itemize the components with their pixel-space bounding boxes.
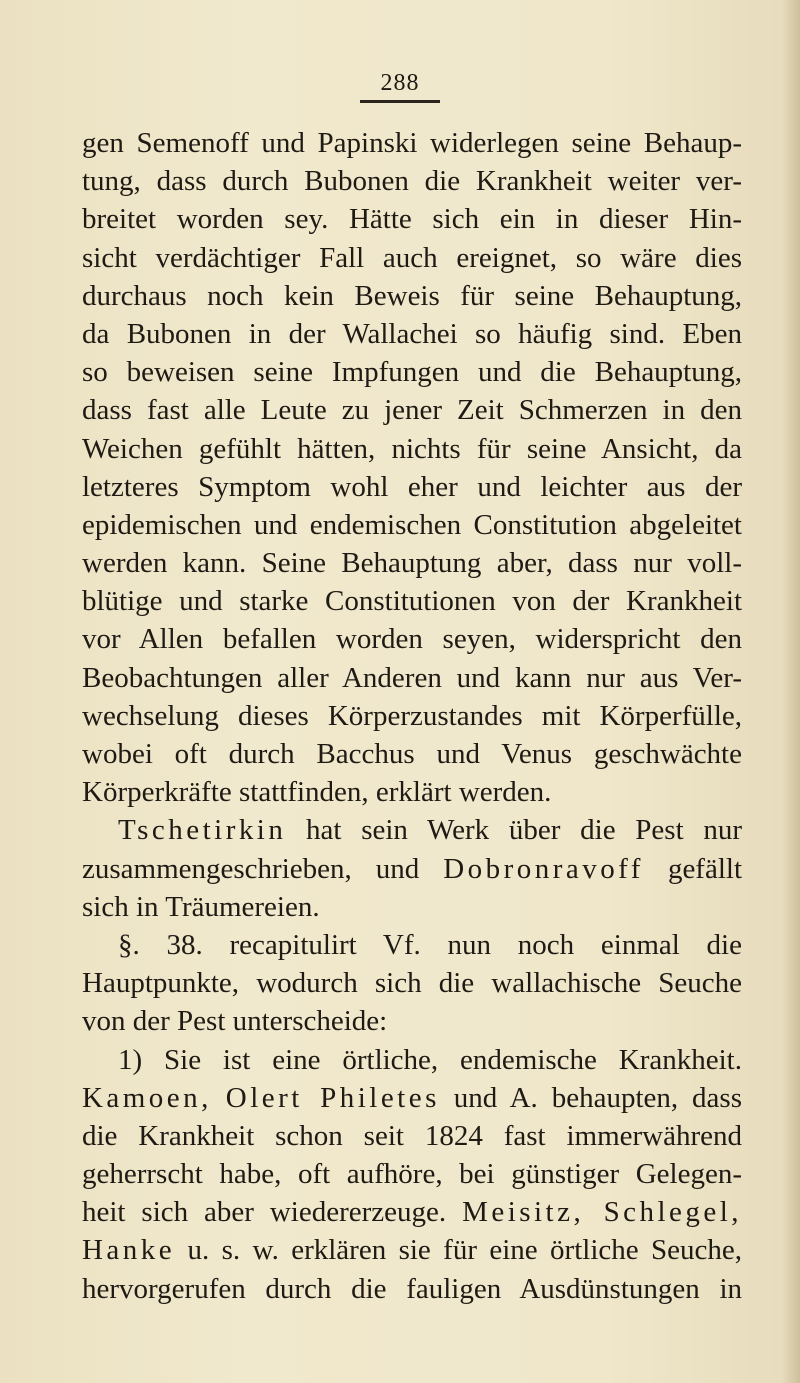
text-line-29-start: heit sich aber wiedererzeuge. [82,1196,447,1229]
text-line-27: die Krankheit schon seit 1824 fast immerwährend [82,1119,742,1152]
text-line-1: gen Semenoff und Papinski widerlegen seine Behaup- [82,127,742,159]
text-line-9: Weichen gefühlt hätten, nichts für seine Ansicht, da [82,432,742,465]
text-line-23: Hauptpunkte, wodurch sich die wallachische Seuche [82,967,742,1000]
page-number: 288 [380,70,420,96]
text-line-29 [82,1193,742,1231]
author-name-olert-philetes: Olert Philetes [225,1081,440,1114]
text-line-20-end: gefällt [667,852,742,885]
author-name-meisitz-schlegel: Meisitz, Schlegel, [462,1196,742,1229]
text-line-5: durchaus noch kein Beweis für seine Behauptung, [82,279,742,312]
text-line-24: von der Pest unterscheide: [82,1005,388,1038]
text-line-14: vor Allen befallen worden seyen, widerspricht den [82,623,742,656]
author-name-hanke: Hanke [82,1234,176,1267]
page-edge-shadow [782,0,800,1383]
author-name-tschetirkin: Tschetirkin [118,814,287,847]
text-line-2: tung, dass durch Bubonen die Krankheit weiter ver- [82,165,742,198]
text-line-19 [82,811,742,849]
text-line-18: Körperkräfte stattfinden, erklärt werden. [82,776,552,809]
text-line-3: breitet worden sey. Hätte sich ein in dieser Hin- [82,203,742,236]
text-line-25: 1) Sie ist eine örtliche, endemische Krankheit. [118,1043,742,1076]
text-line-4: sicht verdächtiger Fall auch ereignet, so wäre dies [82,241,742,274]
text-line-21: sich in Träumereien. [82,890,320,923]
author-name-dobronravoff: Dobronravoff [443,852,644,885]
text-line-20-start: zusammengeschrieben, und [82,852,420,885]
text-line-6: da Bubonen in der Wallachei so häufig sind. Eben [82,317,742,350]
text-line-7: so beweisen seine Impfungen und die Behauptung, [82,356,742,389]
text-line-26 [82,1079,742,1117]
text-line-19-rest: hat sein Werk über die Pest nur [306,814,742,847]
text-line-30 [82,1231,742,1269]
text-line-12: werden kann. Seine Behauptung aber, dass nur voll- [82,547,742,580]
text-line-20 [82,850,742,888]
text-line-31: hervorgerufen durch die fauligen Ausdünstungen in [82,1272,742,1305]
author-name-kamoen: Kamoen, [82,1081,212,1114]
text-line-26-rest: und A. behaupten, dass [453,1081,742,1114]
body-text [82,124,742,1308]
text-line-15: Beobachtungen aller Anderen und kann nur aus Ver- [82,661,742,694]
text-line-30-rest: u. s. w. erklären sie für eine örtliche Seuche, [187,1234,742,1267]
page-number-underline [360,100,440,103]
text-line-11: epidemischen und endemischen Constitution abgeleitet [82,508,742,541]
text-line-16: wechselung dieses Körperzustandes mit Körperfülle, [82,699,742,732]
text-line-8: dass fast alle Leute zu jener Zeit Schmerzen in den [82,394,742,427]
text-line-10: letzteres Symptom wohl eher und leichter aus der [82,470,742,503]
text-line-13: blütige und starke Constitutionen von der Krankheit [82,585,742,618]
text-line-28: geherrscht habe, oft aufhöre, bei günstiger Gelegen- [82,1158,742,1191]
text-line-17: wobei oft durch Bacchus und Venus geschwächte [82,738,742,770]
text-line-22: §. 38. recapitulirt Vf. nun noch einmal die [118,928,742,961]
